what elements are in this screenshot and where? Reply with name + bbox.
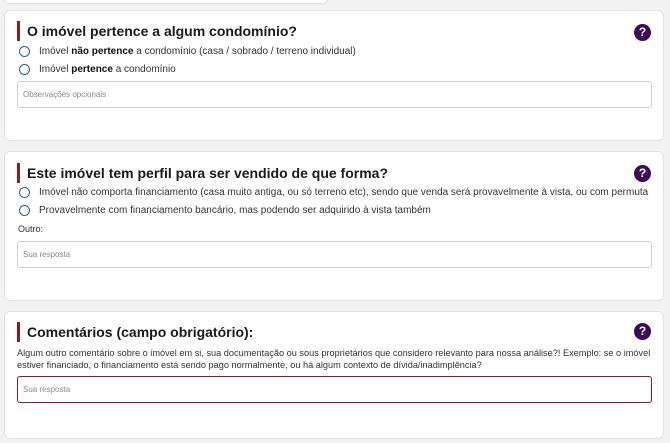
question-card-forma-venda [4, 151, 664, 301]
notes-input[interactable] [17, 81, 652, 108]
radio-option-com-financiamento[interactable] [19, 205, 431, 216]
other-input[interactable] [17, 241, 652, 268]
radio-option-nao-pertence[interactable] [19, 46, 356, 57]
question-title: O imóvel pertence a algum condomínio? [17, 21, 297, 41]
option-label: Provavelmente com financiamento bancário, mas podendo ser adquirido à vista também [39, 205, 431, 216]
comments-input[interactable] [17, 376, 652, 403]
option-label: Imóvel pertence a condomínio [39, 64, 176, 75]
option-label: Imóvel não comporta financiamento (casa muito antiga, ou só terreno etc), sendo que venda será provavelmente à vista, ou com permuta [39, 187, 649, 198]
help-icon[interactable]: ? [634, 323, 651, 340]
radio-button[interactable] [19, 64, 30, 75]
option-label: Imóvel não pertence a condomínio (casa / sobrado / terreno individual) [39, 46, 356, 57]
help-icon[interactable]: ? [634, 24, 651, 41]
question-title: Este imóvel tem perfil para ser vendido de que forma? [17, 163, 388, 183]
radio-button[interactable] [19, 187, 30, 198]
question-card-comentarios [4, 311, 664, 439]
previous-card-edge [4, 0, 328, 4]
radio-option-sem-financiamento[interactable] [19, 187, 648, 198]
other-label: Outro: [18, 224, 44, 234]
help-icon[interactable]: ? [634, 165, 651, 182]
question-card-condominio [4, 10, 664, 141]
question-description: Algum outro comentário sobre o imóvel em si, sua documentação ou sous proprietários que considero relevanto para nossa análise?! Exemplo: se o imóvel estiver financiado, o financiamento está sendo pago normalmente, ou há algum contexto de dívida/inadimplência? [17, 348, 651, 370]
radio-option-pertence[interactable] [19, 64, 176, 75]
radio-button[interactable] [19, 205, 30, 216]
question-title: Comentários (campo obrigatório): [17, 322, 253, 342]
radio-button[interactable] [19, 46, 30, 57]
